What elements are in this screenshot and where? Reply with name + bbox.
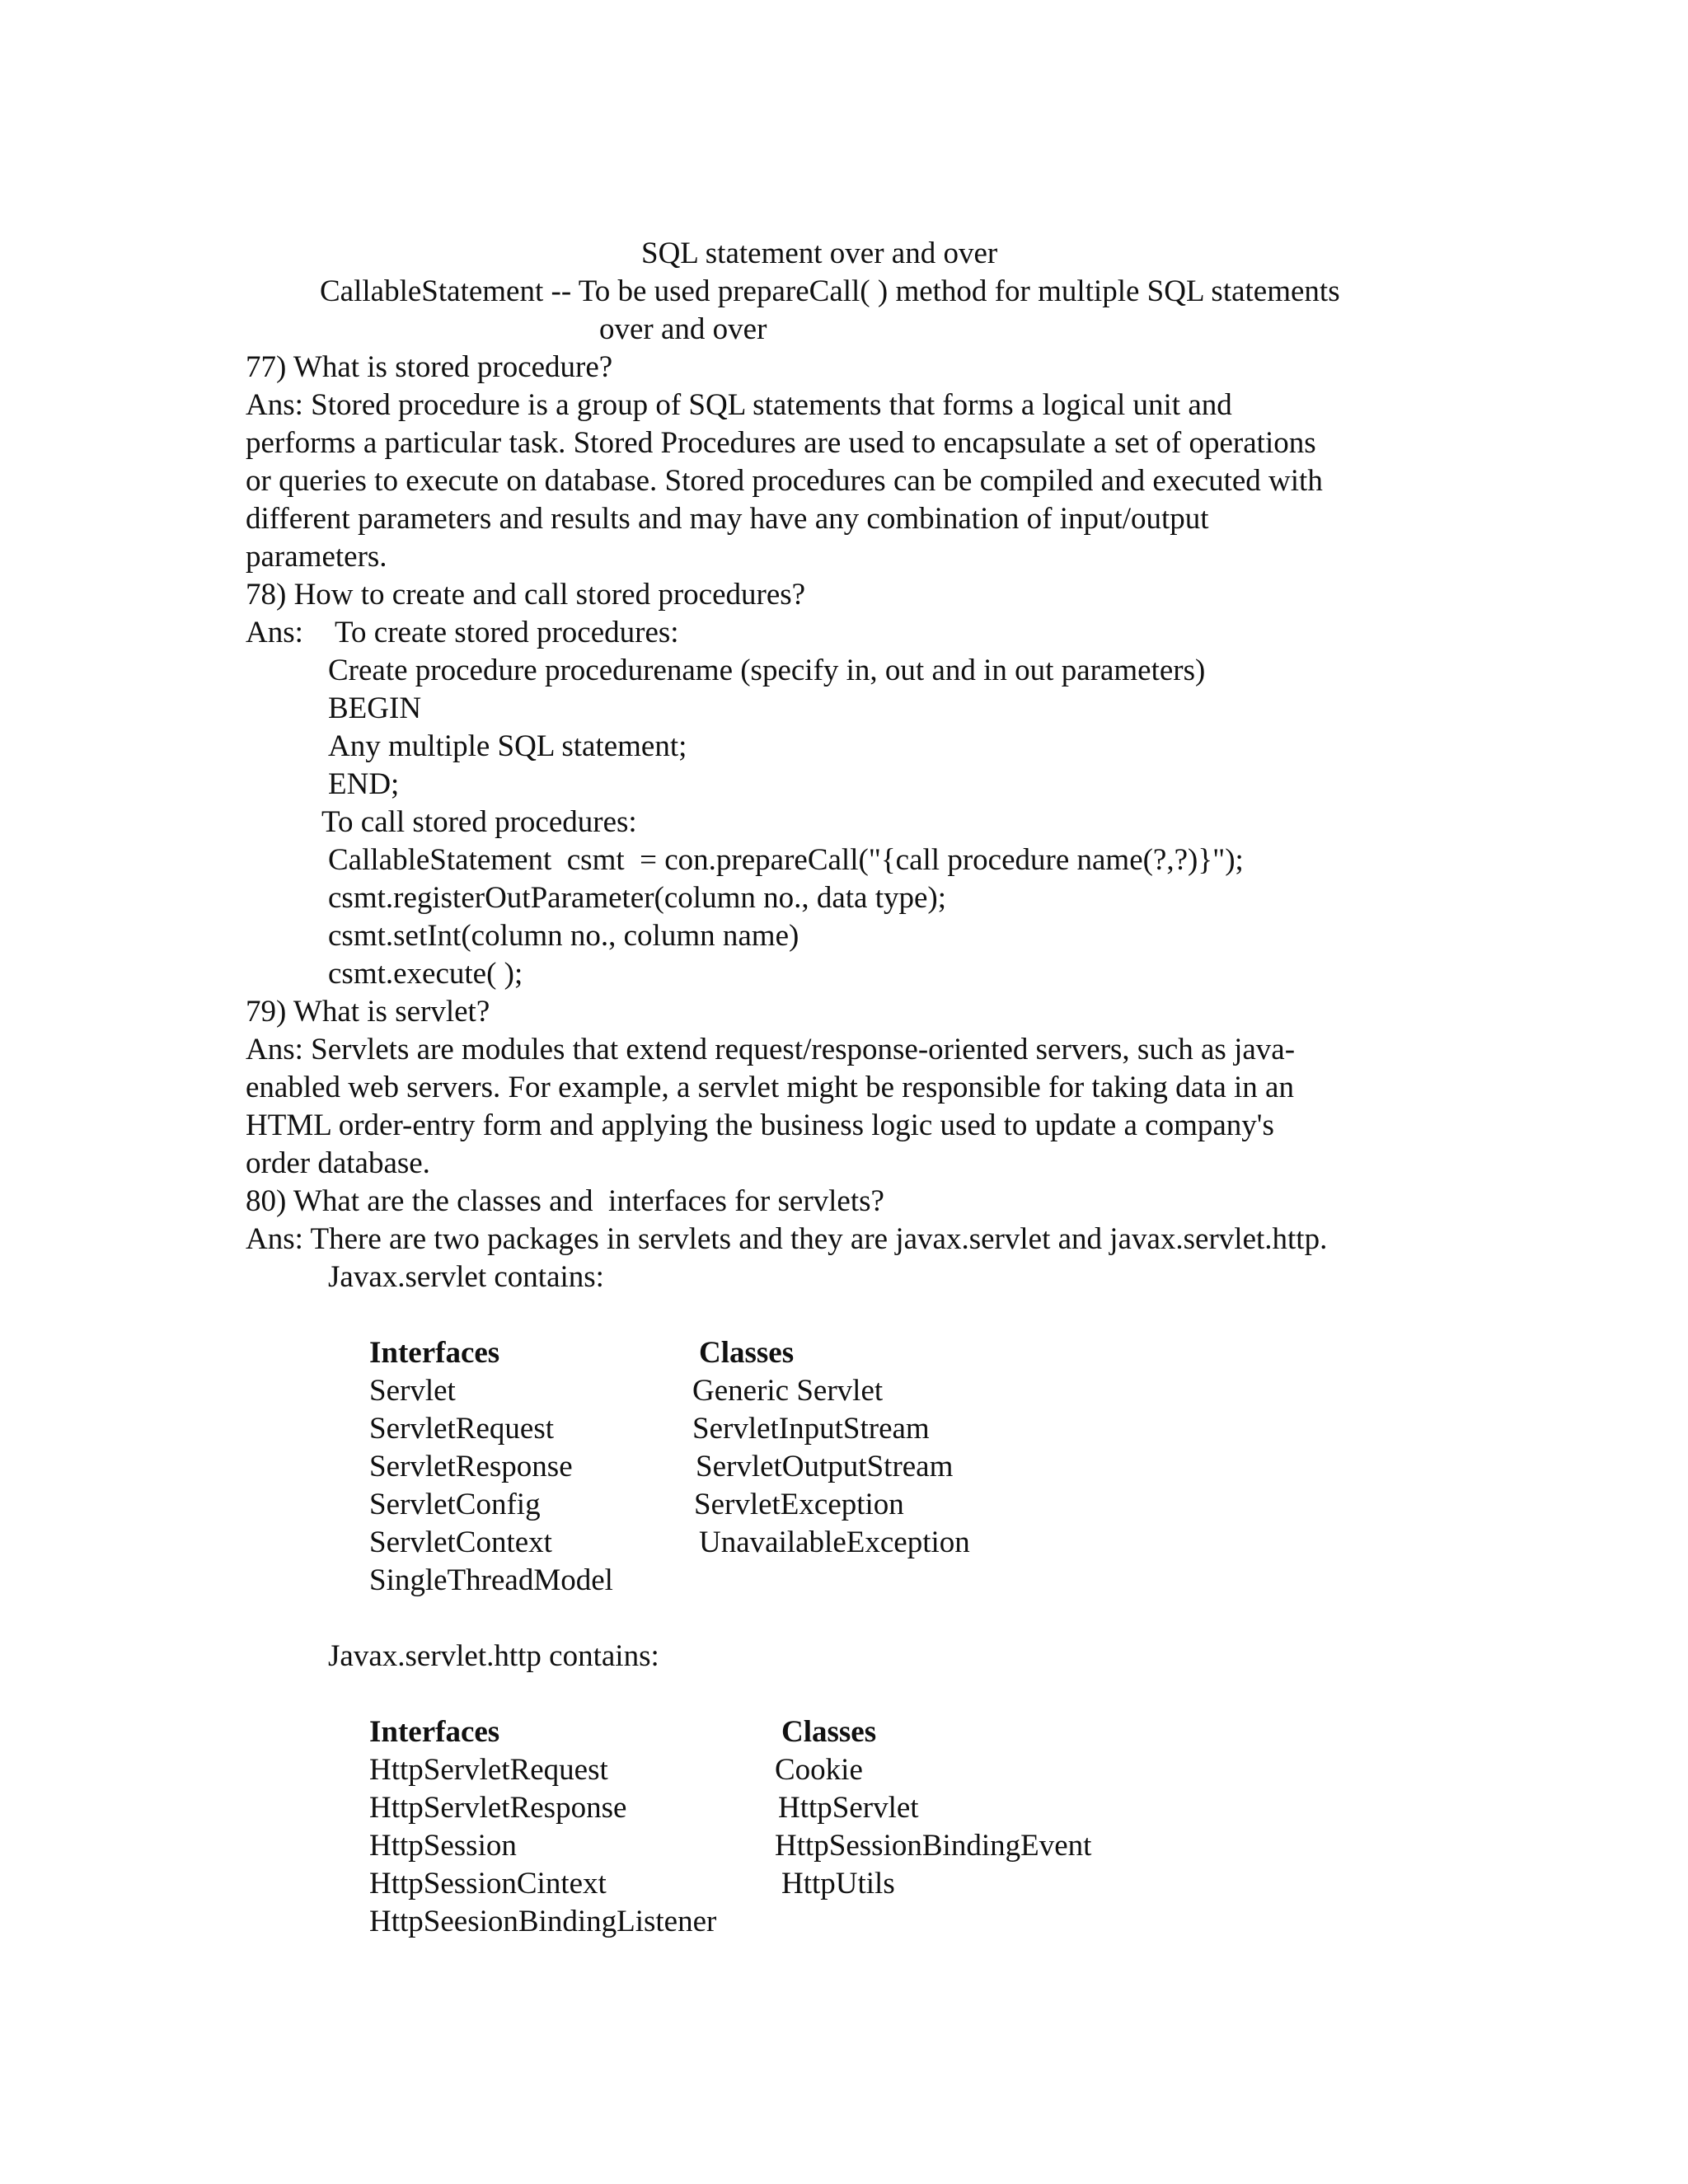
create-procedure-line: BEGIN <box>328 691 422 725</box>
class-item: Cookie <box>775 1753 863 1787</box>
question-77: 77) What is stored procedure? <box>246 350 613 384</box>
answer-79-line: HTML order-entry form and applying the business logic used to update a company's <box>246 1108 1274 1142</box>
classes-header: Classes <box>781 1715 877 1749</box>
package-heading-servlet-http: Javax.servlet.http contains: <box>328 1639 659 1673</box>
interface-item: HttpServletRequest <box>369 1753 608 1787</box>
answer-80: Ans: There are two packages in servlets and they are javax.servlet and javax.servlet.http. <box>246 1222 1328 1256</box>
call-procedure-heading: To call stored procedures: <box>321 805 637 839</box>
class-item: ServletInputStream <box>692 1412 930 1446</box>
answer-77-line: parameters. <box>246 540 387 574</box>
class-item: ServletOutputStream <box>696 1450 954 1483</box>
answer-77-line: Ans: Stored procedure is a group of SQL statements that forms a logical unit and <box>246 388 1232 422</box>
answer-78-label: Ans: <box>246 616 303 649</box>
classes-header: Classes <box>699 1336 795 1370</box>
question-78: 78) How to create and call stored procedures? <box>246 578 806 612</box>
answer-77-line: performs a particular task. Stored Procedures are used to encapsulate a set of operations <box>246 426 1316 460</box>
interfaces-header: Interfaces <box>369 1715 500 1749</box>
interface-item: ServletConfig <box>369 1488 541 1521</box>
class-item: UnavailableException <box>699 1526 970 1559</box>
class-item: HttpServlet <box>778 1791 919 1825</box>
interface-item: HttpServletResponse <box>369 1791 627 1825</box>
class-item: HttpUtils <box>781 1867 895 1900</box>
continuation-line-2: CallableStatement -- To be used prepareCall( ) method for multiple SQL statements <box>320 274 1340 308</box>
create-procedure-line: Create procedure procedurename (specify in, out and in out parameters) <box>328 654 1206 687</box>
question-80: 80) What are the classes and interfaces for servlets? <box>246 1184 884 1218</box>
create-procedure-line: END; <box>328 767 400 801</box>
interface-item: ServletRequest <box>369 1412 555 1446</box>
call-procedure-line: CallableStatement csmt = con.prepareCall("{call procedure name(?,?)}"); <box>328 843 1244 877</box>
interface-item: Servlet <box>369 1374 456 1408</box>
class-item: ServletException <box>694 1488 904 1521</box>
answer-77-line: or queries to execute on database. Stored procedures can be compiled and executed with <box>246 464 1323 498</box>
interface-item: HttpSession <box>369 1829 517 1863</box>
interface-item: HttpSeesionBindingListener <box>369 1905 717 1938</box>
continuation-line-3: over and over <box>599 312 767 346</box>
interface-item: SingleThreadModel <box>369 1563 613 1597</box>
package-heading-servlet: Javax.servlet contains: <box>328 1260 604 1294</box>
answer-79-line: Ans: Servlets are modules that extend request/response-oriented servers, such as java- <box>246 1033 1296 1066</box>
interface-item: ServletContext <box>369 1526 552 1559</box>
create-procedure-line: Any multiple SQL statement; <box>328 729 687 763</box>
answer-77-line: different parameters and results and may have any combination of input/output <box>246 502 1209 536</box>
answer-79-line: order database. <box>246 1146 430 1180</box>
class-item: HttpSessionBindingEvent <box>775 1829 1092 1863</box>
question-79: 79) What is servlet? <box>246 995 490 1029</box>
class-item: Generic Servlet <box>692 1374 884 1408</box>
interfaces-header: Interfaces <box>369 1336 500 1370</box>
continuation-line-1: SQL statement over and over <box>641 237 998 270</box>
answer-79-line: enabled web servers. For example, a servlet might be responsible for taking data in an <box>246 1071 1294 1104</box>
call-procedure-line: csmt.execute( ); <box>328 957 523 991</box>
interface-item: ServletResponse <box>369 1450 573 1483</box>
interface-item: HttpSessionCintext <box>369 1867 607 1900</box>
call-procedure-line: csmt.registerOutParameter(column no., data type); <box>328 881 947 915</box>
create-procedure-heading: To create stored procedures: <box>335 616 679 649</box>
call-procedure-line: csmt.setInt(column no., column name) <box>328 919 799 953</box>
